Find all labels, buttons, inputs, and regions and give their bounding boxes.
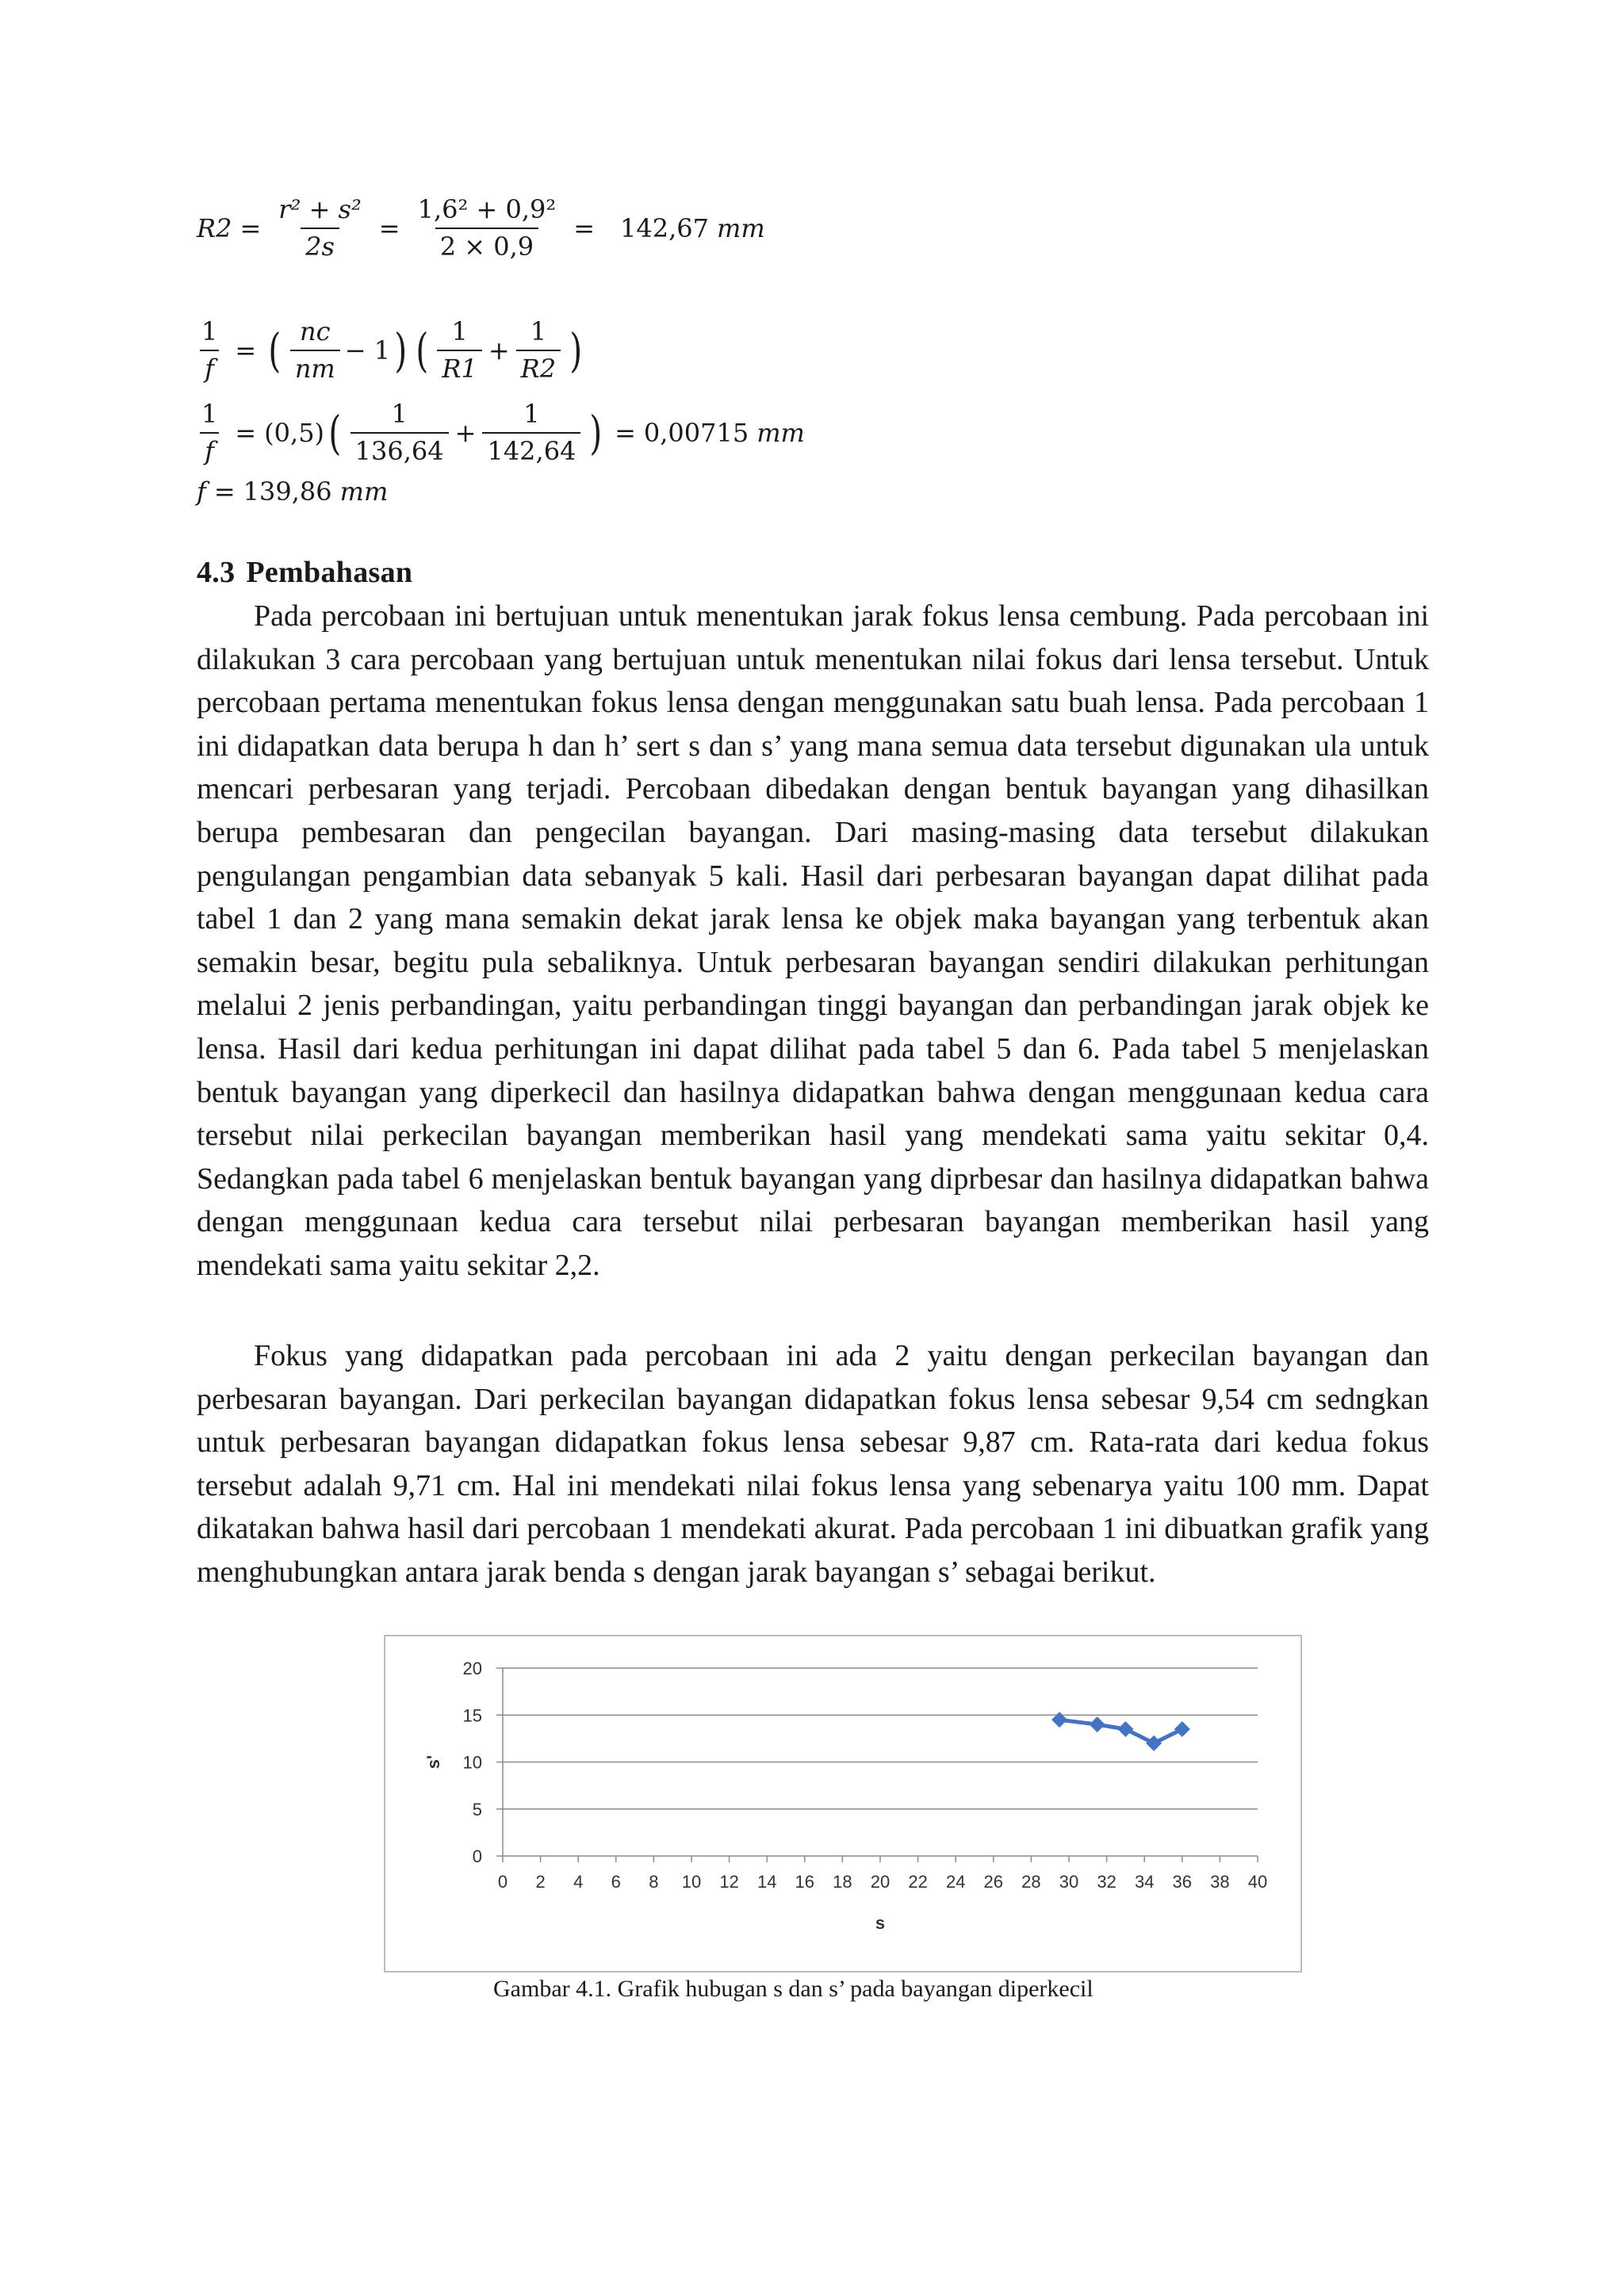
eq-focal-result: 139,86	[243, 476, 332, 507]
chart-figure	[384, 1635, 1302, 1973]
eq-subst-lhs-numerator: 1	[201, 399, 218, 430]
x-tick-label: 32	[1097, 1872, 1116, 1892]
x-tick-label: 36	[1172, 1872, 1193, 1892]
data-point	[1174, 1721, 1190, 1737]
eq-subst-inv-r1-denominator: 136,64	[350, 432, 449, 466]
eq-lens-lhs-denominator: f	[200, 350, 219, 384]
body-paragraph-2: Fokus yang didapatkan pada percobaan ini ada 2 yaitu dengan perkecilan bayangan dan perbesaran bayangan. Dari perkecilan bayangan didapatkan fokus lensa sebesar 9,54 cm sedngkan untuk perbesaran bayangan didapatkan fokus lensa sebesar 9,87 cm. Rata-rata dari kedua fokus tersebut adalah 9,71 cm. Hal ini mendekati nilai fokus lensa yang sebenarya yaitu 100 mm. Dapat dikatakan bahwa hasil dari percobaan 1 mendekati akurat. Pada percobaan 1 ini dibuatkan grafik yang menghubungkan antara jarak benda s dengan jarak bayangan s’ sebagai berikut.	[197, 1339, 1429, 1589]
data-point	[1051, 1712, 1067, 1728]
eq-subst-inv-r1-numerator: 1	[391, 399, 408, 430]
x-tick-label: 26	[983, 1872, 1004, 1892]
eq-lens-inv-r2	[516, 317, 561, 384]
eq-lens-inv-r1	[437, 317, 481, 384]
eq-lens-index-ratio	[290, 317, 340, 384]
eq-lens-inv-r1-denominator: R1	[437, 350, 481, 384]
eq-subst-lhs-denominator: f	[200, 432, 219, 466]
y-tick-label: 5	[472, 1799, 482, 1820]
equation-lensmaker: $\frac{1}{f}$ = ( $\frac{nc}{nm}$ − 1 ) ( $\frac{1}{R1}$ + $\frac{1}{R2}$ )	[197, 304, 587, 396]
chart-svg	[385, 1636, 1300, 1971]
eq-subst-inv-r2	[482, 400, 580, 466]
x-tick-label: 40	[1247, 1872, 1268, 1892]
eq-r2-frac1-denominator: 2s	[301, 228, 339, 262]
eq-lens-inv-r2-denominator: R2	[516, 350, 561, 384]
eq-r2-frac1-numerator: r² + s²	[278, 194, 362, 225]
x-tick-label: 14	[756, 1872, 777, 1892]
eq-subst-lhs	[197, 400, 222, 466]
x-tick-label: 0	[497, 1872, 508, 1892]
equation-r2: R2 = $\frac{\text{r² + s²}}{2s}$ = $\frac{\text{1,6² + 0,9²}}{2 \times 0,9}$ = 142,67 mm	[197, 194, 765, 262]
data-point	[1090, 1716, 1105, 1732]
section-title: Pembahasan	[246, 556, 413, 589]
equation-focal: f = 139,86 mm	[197, 476, 389, 507]
x-tick-label: 22	[908, 1872, 928, 1892]
y-axis-title: s'	[423, 1755, 443, 1770]
y-tick-label: 0	[472, 1846, 482, 1866]
eq-lens-inv-r2-numerator: 1	[530, 316, 547, 347]
eq-r2-frac2-denominator: 2 × 0,9	[435, 228, 538, 262]
eq-subst-inv-r2-denominator: 142,64	[482, 432, 580, 466]
x-tick-label: 30	[1059, 1872, 1079, 1892]
y-tick-label: 15	[462, 1705, 482, 1726]
y-tick-label: 20	[462, 1659, 482, 1678]
figure-caption: Gambar 4.1. Grafik hubugan s dan s’ pada bayangan diperkecil	[493, 1976, 1094, 2002]
equation-substitution: $\frac{1}{f}$ = (0,5) ( $\frac{1}{136,64}$ + $\frac{1}{142,64}$ ) = 0,00715 mm	[197, 388, 805, 477]
eq-subst-unit: mm	[756, 418, 805, 448]
x-tick-label: 6	[611, 1872, 621, 1892]
x-tick-label: 10	[681, 1872, 702, 1892]
eq-subst-inv-r1	[350, 400, 449, 466]
eq-r2-fraction-general	[274, 195, 366, 262]
x-tick-label: 2	[535, 1872, 546, 1892]
eq-r2-frac2-numerator: 1,6² + 0,9²	[417, 194, 557, 225]
body-paragraph-1: Pada percobaan ini bertujuan untuk menentukan jarak fokus lensa cembung. Pada percobaan ini dilakukan 3 cara percobaan yang bertujuan untuk menentukan nilai fokus dari lensa tersebut. Untuk percobaan pertama menentukan fokus lensa dengan menggunakan satu buah lensa. Pada percobaan 1 ini didapatkan data berupa h dan h’ sert s dan s’ yang mana semua data tersebut digunakan ula untuk mencari perbesaran yang terjadi. Percobaan dibedakan dengan bentuk bayangan yang dihasilkan berupa pembesaran dan pengecilan bayangan. Dari masing-masing data tersebut dilakukan pengulangan pengambian data sebanyak 5 kali. Hasil dari perbesaran bayangan dapat dilihat pada tabel 1 dan 2 yang mana semakin dekat jarak lensa ke objek maka bayangan yang terbentuk akan semakin besar, begitu pula sebaliknya. Untuk perbesaran bayangan sendiri dilakukan perhitungan melalui 2 jenis perbandingan, yaitu perbandingan tinggi bayangan dan perbandingan jarak objek ke lensa. Hasil dari kedua perhitungan ini dapat dilihat pada tabel 5 dan 6. Pada tabel 5 menjelaskan bentuk bayangan yang diperkecil dan hasilnya didapatkan bahwa dengan menggunaan kedua cara tersebut nilai perkecilan bayangan memberikan hasil yang mendekati sama yaitu sekitar 0,4. Sedangkan pada tabel 6 menjelaskan bentuk bayangan yang diprbesar dan hasilnya didapatkan bahwa dengan menggunaan kedua cara tersebut nilai perbesaran bayangan memberikan hasil yang mendekati sama yaitu sekitar 2,2.	[197, 599, 1429, 1282]
y-tick-label: 10	[462, 1752, 482, 1773]
eq-r2-fraction-numeric	[413, 195, 561, 262]
eq-lens-inv-r1-numerator: 1	[451, 316, 468, 347]
eq-r2-result: 142,67	[620, 213, 709, 243]
x-tick-label: 18	[833, 1872, 852, 1892]
x-tick-label: 16	[795, 1872, 815, 1892]
section-heading	[197, 555, 412, 590]
x-tick-label: 38	[1210, 1872, 1230, 1892]
x-axis-title: s	[875, 1913, 886, 1933]
data-point	[1117, 1721, 1133, 1737]
eq-focal-lhs: f	[197, 476, 206, 507]
data-point	[1146, 1735, 1162, 1751]
eq-r2-unit: mm	[716, 213, 765, 243]
eq-lens-lhs-numerator: 1	[201, 316, 218, 347]
eq-subst-factor: (0,5)	[264, 418, 325, 448]
eq-r2-lhs: R2	[197, 213, 232, 243]
eq-focal-unit: mm	[339, 476, 389, 507]
x-tick-label: 20	[870, 1872, 891, 1892]
eq-lens-index-denominator: nm	[290, 350, 340, 384]
eq-lens-minus-one: − 1	[344, 335, 391, 365]
eq-subst-result: 0,00715	[643, 418, 749, 448]
x-tick-label: 12	[719, 1872, 739, 1892]
x-tick-label: 28	[1021, 1872, 1041, 1892]
x-tick-label: 4	[573, 1872, 584, 1892]
x-tick-label: 34	[1134, 1872, 1155, 1892]
eq-subst-inv-r2-numerator: 1	[523, 399, 540, 430]
eq-lens-lhs	[197, 317, 222, 384]
x-tick-label: 8	[649, 1872, 659, 1892]
x-tick-label: 24	[945, 1872, 966, 1892]
section-number: 4.3	[197, 556, 236, 589]
eq-lens-index-numerator: nc	[300, 316, 331, 347]
